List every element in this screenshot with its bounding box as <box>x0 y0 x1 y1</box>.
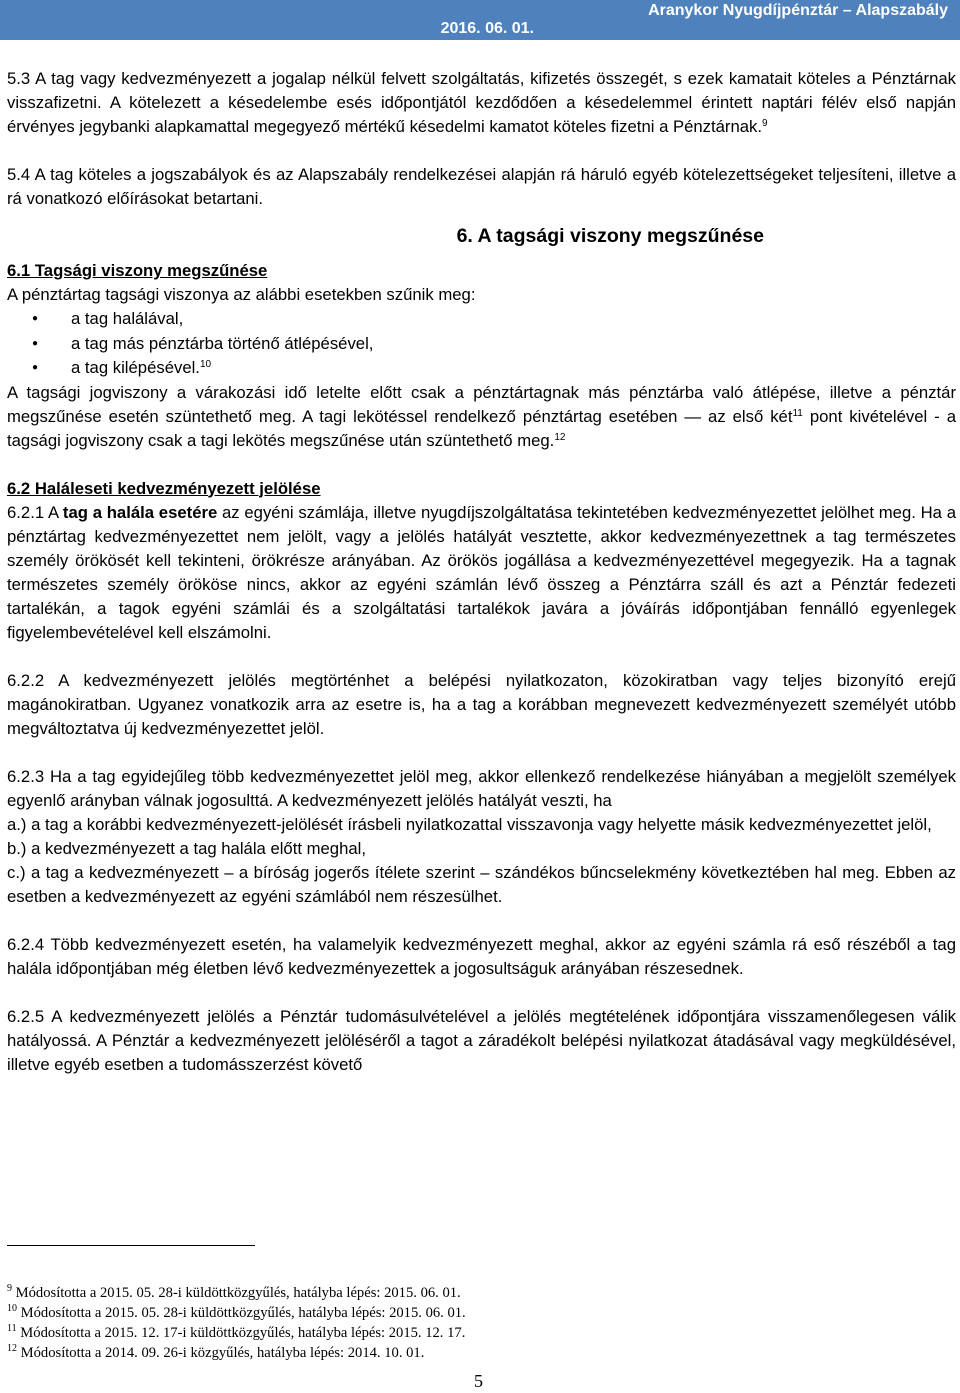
section-6-title: 6. A tagsági viszony megszűnése <box>456 225 764 247</box>
list-item <box>7 332 956 357</box>
footnote-ref-11[interactable]: 11 <box>792 407 803 419</box>
footnote-text: Módosította a 2015. 05. 28-i küldöttközgyűlés, hatályba lépés: 2015. 06. 01. <box>20 1305 466 1321</box>
footnote-number: 12 <box>7 1343 17 1354</box>
paragraph-6-1-intro: A pénztártag tagsági viszonya az alábbi esetekben szűnik meg: <box>7 285 476 304</box>
paragraph-5-3-text: 5.3 A tag vagy kedvezményezett a jogalap nélkül felvett szolgáltatás, kifizetés összegét, s ezek kamatait köteles a Pénztárnak visszafizetni. A kötelezett a késedelembe esés időpontjától kezdődően a késedelemmel érintett naptári félév első napján érvényes jegybanki alapkamattal megegyező mértékű késedelmi kamatot köteles fizetni a Pénztárnak. <box>7 69 956 136</box>
header-band <box>0 0 960 40</box>
footnote <box>7 1343 466 1363</box>
page-number: 5 <box>474 1371 483 1391</box>
list-item-text: a tag halálával, <box>71 309 184 328</box>
footnote <box>7 1283 466 1303</box>
subsection-6-2-title: 6.2 Haláleseti kedvezményezett jelölése <box>7 478 321 498</box>
list-item <box>7 307 956 332</box>
list-item-text: a tag kilépésével. <box>71 358 200 377</box>
paragraph-6-1-body <box>7 381 956 453</box>
paragraph-6-1-text-a: A tagsági jogviszony a várakozási idő letelte előtt csak a pénztártagnak más pénztárba való átlépése, illetve a pénztár megszűnése esetén szüntethető meg. A tagi lekötéssel rendelkező pénztártag esetében — az első két <box>7 382 956 426</box>
paragraph-6-2-3-c: c.) a tag a kedvezményezett – a bíróság jogerős ítélete szerint – szándékos bűncselekmény következtében hal meg. Ebben az esetben a kedvezményezett az egyéni számlából nem részesülhet. <box>7 862 956 906</box>
paragraph-5-3 <box>7 67 956 139</box>
footnote-text: Módosította a 2014. 09. 26-i közgyűlés, hatályba lépés: 2014. 10. 01. <box>20 1345 425 1361</box>
subsection-6-1-title: 6.1 Tagsági viszony megszűnése <box>7 261 268 280</box>
paragraph-6-2-2: 6.2.2 A kedvezményezett jelölés megtörténhet a belépési nyilatkozaton, közokiratban vagy teljes bizonyító erejű magánokiratban. Ugyanez vonatkozik arra az esetre is, ha a tag a korábban megnevezett kedvezményezett személyét utóbb megváltoztatva új kedvezményezettet jelöl. <box>7 670 956 738</box>
paragraph-6-2-1 <box>7 501 956 645</box>
paragraph-6-2-1-text: az egyéni számlája, illetve nyugdíjszolgáltatása tekintetében kedvezményezettet jelölhet meg. Ha a pénztártag kedvezményezettet nem jelölt, vagy a jelölés hatályát vesztette, akkor kedvezményezettnek a tag természetes személy örökösét kell tekinteni, örökrésze arányában. Az örökös jogállása a kedvezményezettével megegyezik. Ha a tagnak természetes személy örököse nincs, akkor az egyéni számlán lévő összeg a Pénztárra száll és azt a Pénztár fedezeti tartalékán, a tagok egyéni számlái és a szolgáltatási tartalékok javára a jóváírás időpontjában fennálló egyenlegek figyelembevételével kell elszámolni. <box>7 502 956 642</box>
paragraph-6-2-1-bold: tag a halála esetére <box>62 502 218 522</box>
paragraph-6-2-3: 6.2.3 Ha a tag egyidejűleg több kedvezményezettet jelöl meg, akkor ellenkező rendelkezése hiányában a megjelölt személyek egyenlő arányban válnak jogosulttá. A kedvezményezett jelölés hatályát veszti, ha <box>7 766 956 810</box>
paragraph-6-2-3-a: a.) a tag a korábbi kedvezményezett-jelölését írásbeli nyilatkozattal visszavonja vagy helyette másik kedvezményezettet jelöl, <box>7 814 932 834</box>
paragraph-6-1-text-b: pont kivételével - a tagsági jogviszony csak a tagi lekötés megszűnése után szüntethető meg. <box>7 406 956 450</box>
footnote-text: Módosította a 2015. 12. 17-i küldöttközgyűlés, hatályba lépés: 2015. 12. 17. <box>20 1325 466 1341</box>
list-item <box>7 356 956 381</box>
header-date: 2016. 06. 01. <box>440 20 534 37</box>
footnote-separator <box>7 1245 255 1246</box>
footnote-number: 11 <box>7 1323 17 1334</box>
footnote-ref-12[interactable]: 12 <box>554 431 566 443</box>
footnotes <box>7 1283 466 1363</box>
footnote <box>7 1303 466 1323</box>
list-item-text: a tag más pénztárba történő átlépésével, <box>71 333 374 353</box>
footnote <box>7 1323 466 1343</box>
header-title: Aranykor Nyugdíjpénztár – Alapszabály <box>648 2 948 19</box>
paragraph-6-2-1-num: 6.2.1 A <box>7 502 63 522</box>
footnote-text: Módosította a 2015. 05. 28-i küldöttközgyűlés, hatályba lépés: 2015. 06. 01. <box>15 1285 461 1301</box>
paragraph-6-2-3-b: b.) a kedvezményezett a tag halála előtt meghal, <box>7 838 366 858</box>
footnote-ref-10[interactable]: 10 <box>199 359 212 370</box>
footnote-number: 9 <box>7 1283 12 1294</box>
paragraph-6-2-5: 6.2.5 A kedvezményezett jelölés a Pénztár tudomásulvételével a jelölés megtételének időpontjára visszamenőlegesen válik hatályossá. A Pénztár a kedvezményezett jelöléséről a tagot a záradékolt belépési nyilatkozat átadásával vagy megküldésével, illetve egyéb esetben a tudomásszerzést követő <box>7 1006 956 1074</box>
paragraph-6-2-4: 6.2.4 Több kedvezményezett esetén, ha valamelyik kedvezményezett meghal, akkor az egyéni számla rá eső részéből a tag halála időpontjában még életben lévő kedvezményezettek a jogosultságuk arányában részesednek. <box>7 934 956 978</box>
paragraph-5-4: 5.4 A tag köteles a jogszabályok és az Alapszabály rendelkezései alapján rá háruló egyéb kötelezettségeket teljesíteni, illetve a rá vonatkozó előírásokat betartani. <box>7 165 956 208</box>
footnote-ref-9[interactable]: 9 <box>762 118 768 129</box>
footnote-number: 10 <box>7 1303 17 1314</box>
termination-list <box>7 307 956 381</box>
document-body <box>7 67 956 1077</box>
